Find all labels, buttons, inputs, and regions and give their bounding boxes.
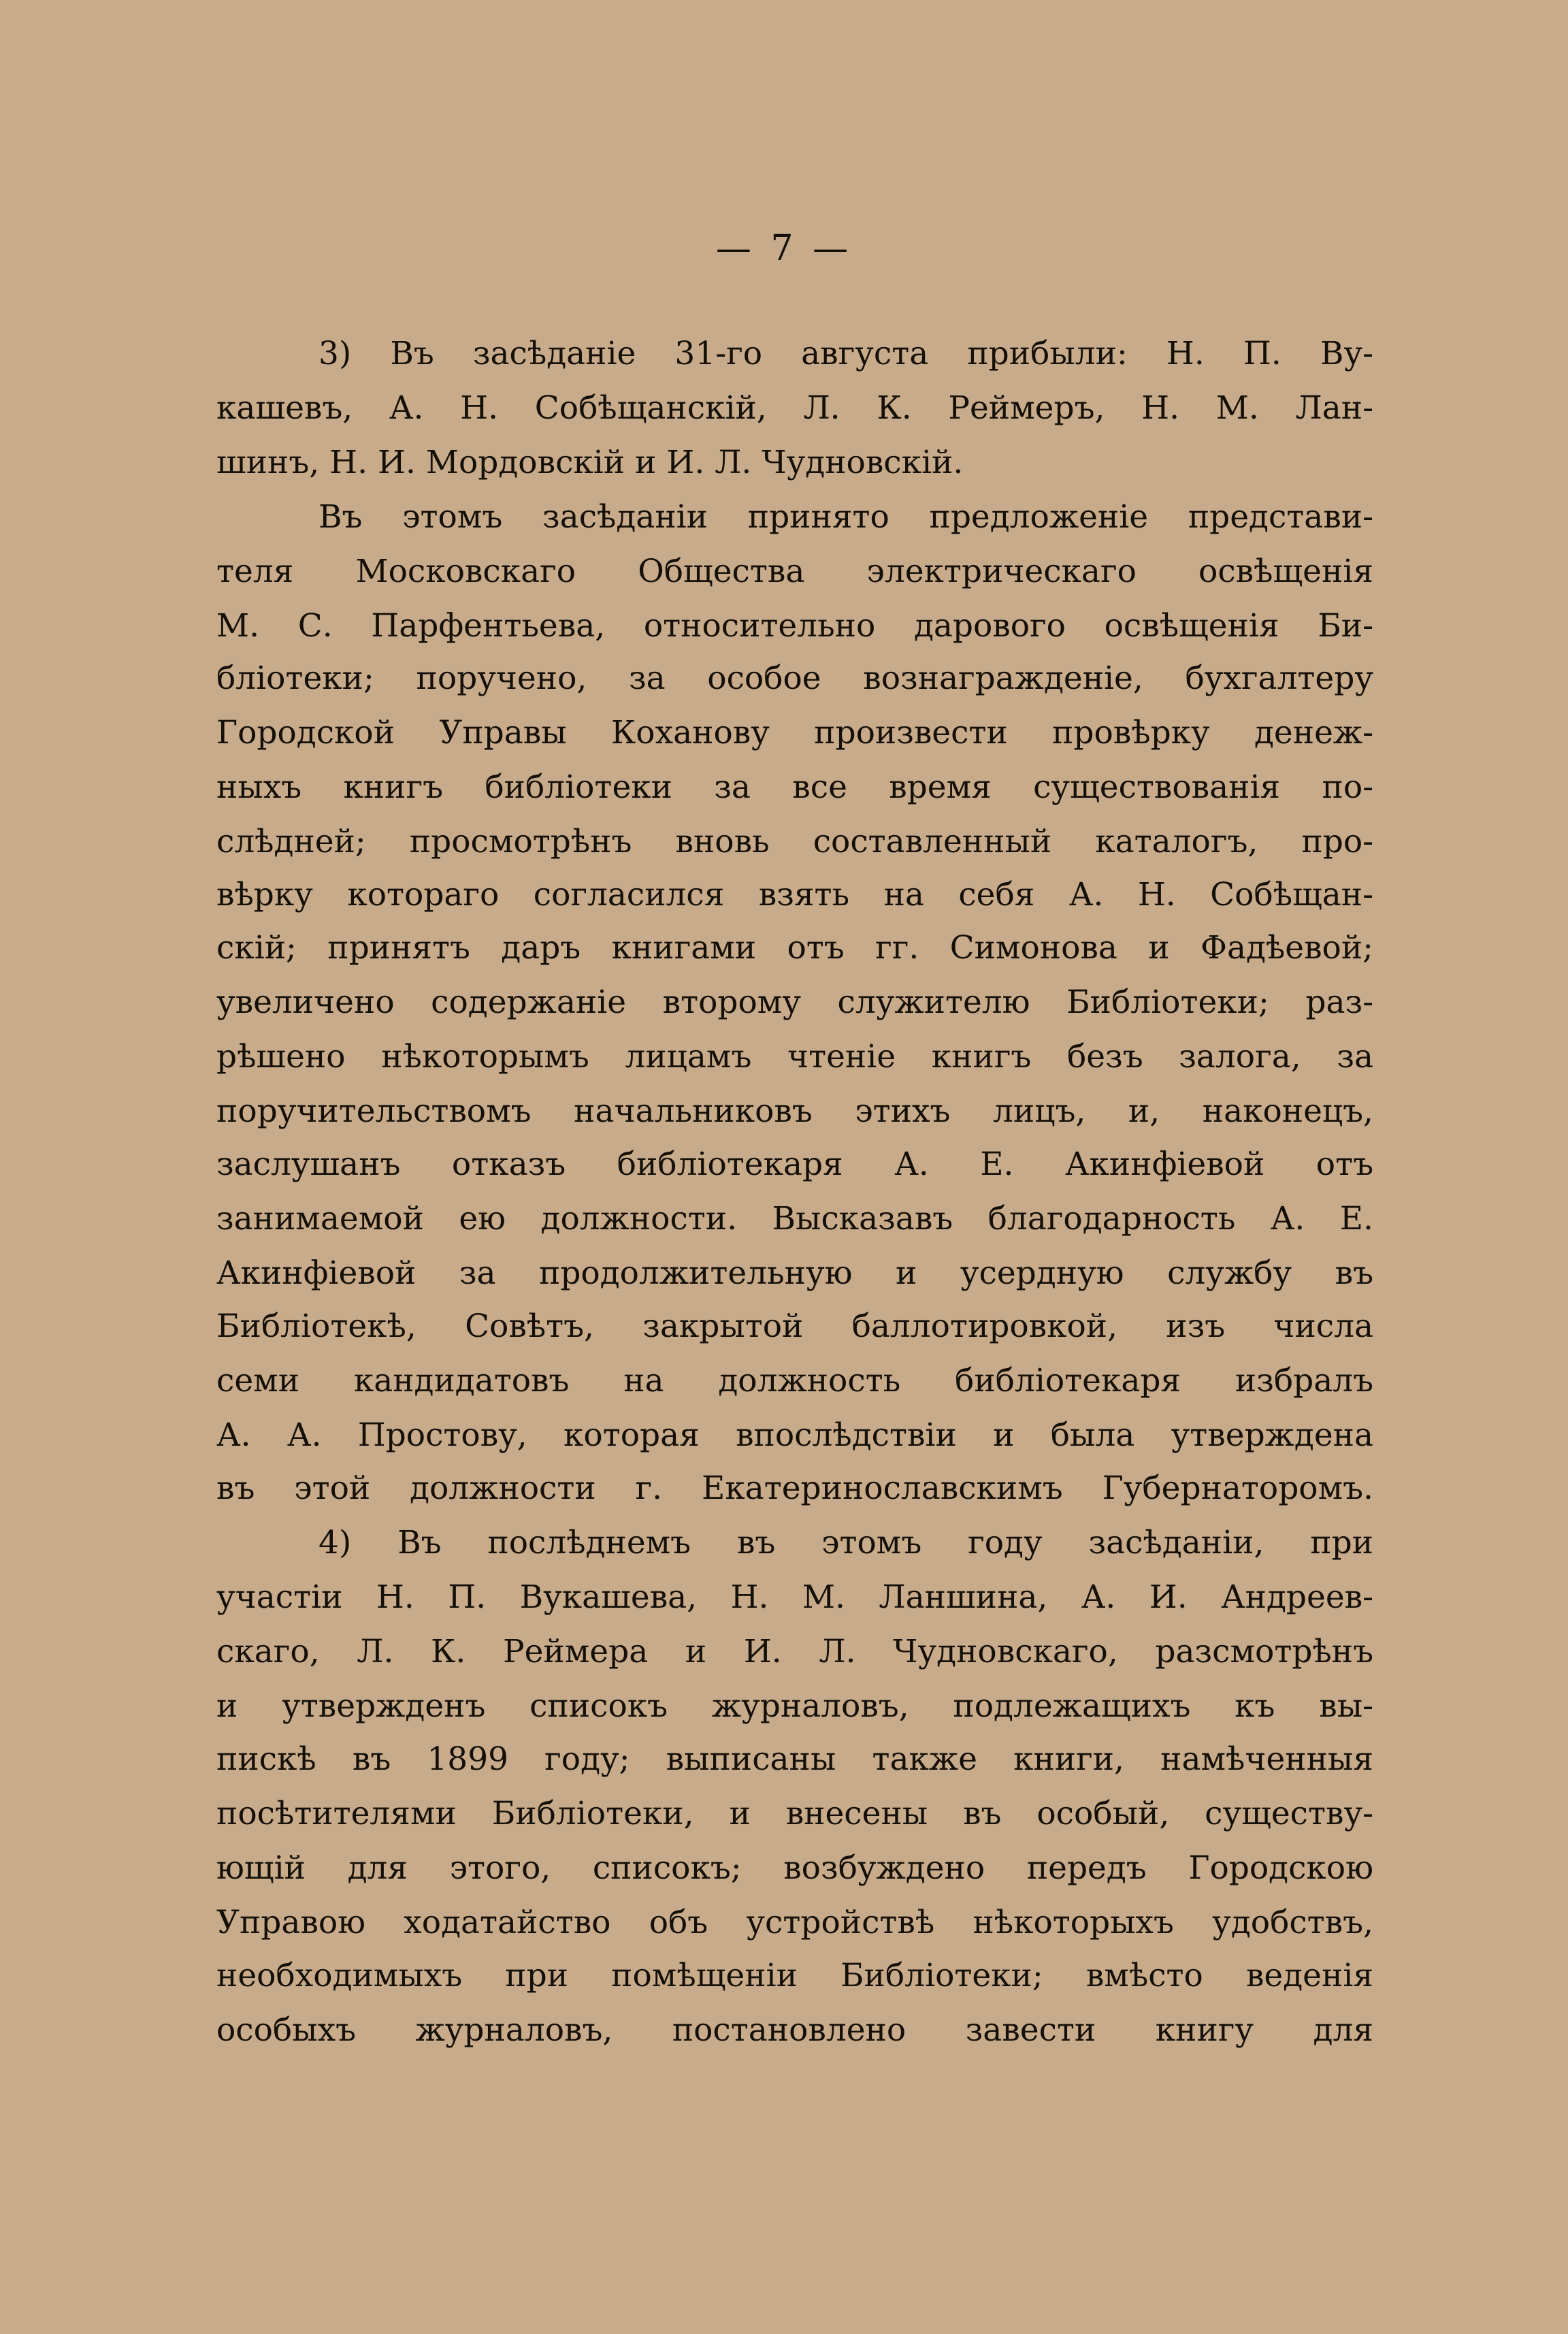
text-line: Акинфіевой за продолжительную и усердную службу въ <box>216 1254 1373 1292</box>
text-line: Библіотекѣ, Совѣтъ, закрытой баллотировкой, изъ числа <box>216 1308 1373 1345</box>
text-line: Городской Управы Коханову произвести провѣрку денеж- <box>216 714 1373 751</box>
text-line: ныхъ книгъ библіотеки за все время существованія по- <box>216 768 1373 806</box>
text-line: 3) Въ засѣданіе 31-го августа прибыли: Н. П. Ву- <box>318 335 1373 372</box>
text-line: необходимыхъ при помѣщеніи Библіотеки; вмѣсто веденія <box>216 1957 1373 1994</box>
text-line: пискѣ въ 1899 году; выписаны также книги, намѣченныя <box>216 1740 1373 1778</box>
page-number: — 7 — <box>715 228 853 269</box>
text-line: и утвержденъ списокъ журналовъ, подлежащихъ къ вы- <box>216 1687 1373 1725</box>
text-line: Управою ходатайство объ устройствѣ нѣкоторыхъ удобствъ, <box>216 1904 1373 1941</box>
text-line: особыхъ журналовъ, постановлено завести книгу для <box>216 2011 1373 2049</box>
text-line: увеличено содержаніе второму служителю Библіотеки; раз- <box>216 984 1373 1021</box>
text-line: Въ этомъ засѣданіи принято предложеніе представи- <box>318 498 1373 536</box>
text-line: заслушанъ отказъ библіотекаря А. Е. Акинфіевой отъ <box>216 1146 1373 1183</box>
text-line: семи кандидатовъ на должность библіотекаря избралъ <box>216 1362 1373 1399</box>
text-line: скаго, Л. К. Реймера и И. Л. Чудновскаго, разсмотрѣнъ <box>216 1633 1373 1670</box>
text-line: ющій для этого, списокъ; возбуждено передъ Городскою <box>216 1849 1373 1887</box>
text-line: въ этой должности г. Екатеринославскимъ Губернаторомъ. <box>216 1470 1373 1507</box>
text-line: посѣтителями Библіотеки, и внесены въ особый, существу- <box>216 1795 1373 1832</box>
text-line: вѣрку котораго согласился взять на себя А. Н. Собѣщан- <box>216 876 1373 913</box>
text-line: кашевъ, А. Н. Собѣщанскій, Л. К. Реймеръ, Н. М. Лан- <box>216 389 1373 427</box>
text-line: М. С. Парфентьева, относительно дарового освѣщенія Би- <box>216 607 1373 645</box>
text-line: участіи Н. П. Вукашева, Н. М. Ланшина, А. И. Андреев- <box>216 1578 1373 1616</box>
text-line: теля Московскаго Общества электрическаго освѣщенія <box>216 553 1373 590</box>
text-line: А. А. Простову, которая впослѣдствіи и была утверждена <box>216 1416 1373 1454</box>
text-line: слѣдней; просмотрѣнъ вновь составленный каталогъ, про- <box>216 823 1373 860</box>
text-line: шинъ, Н. И. Мордовскій и И. Л. Чудновскій. <box>216 444 964 481</box>
text-line: занимаемой ею должности. Высказавъ благодарность А. Е. <box>216 1200 1373 1237</box>
text-line: 4) Въ послѣднемъ въ этомъ году засѣданіи, при <box>318 1524 1373 1561</box>
text-line: скій; принятъ даръ книгами отъ гг. Симонова и Фадѣевой; <box>216 929 1373 967</box>
text-line: поручительствомъ начальниковъ этихъ лицъ, и, наконецъ, <box>216 1092 1373 1130</box>
text-line: бліотеки; поручено, за особое вознагражденіе, бухгалтеру <box>216 660 1373 697</box>
text-line: рѣшено нѣкоторымъ лицамъ чтеніе книгъ безъ залога, за <box>216 1038 1373 1075</box>
